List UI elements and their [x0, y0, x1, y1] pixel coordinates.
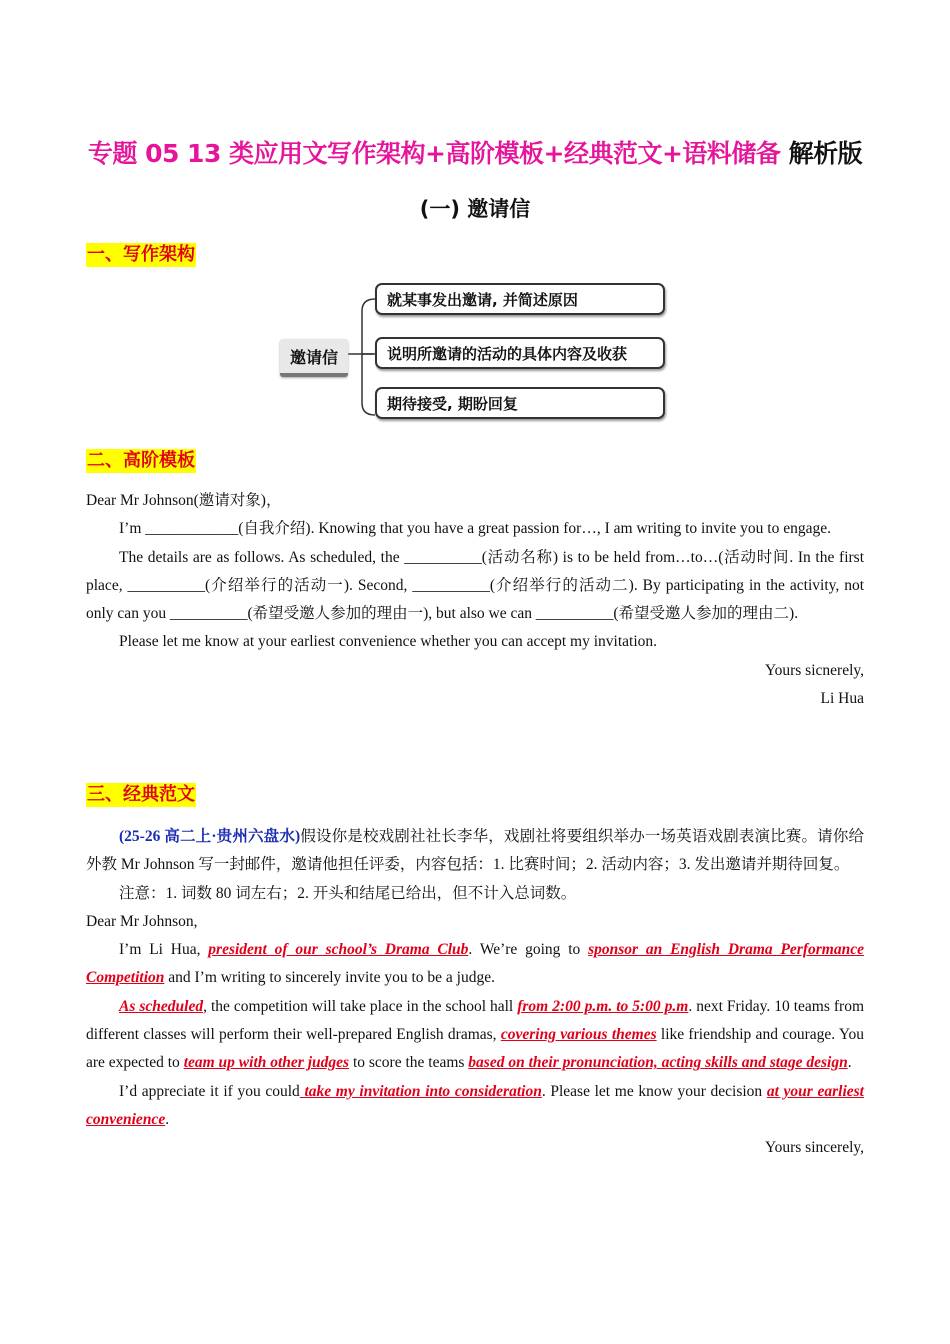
page-title-suffix: 解析版 — [788, 139, 863, 168]
example-prompt-text: 假设你是校戏剧社社长李华，戏剧社将要组织举办一场英语戏剧表演比赛。请你给外教 Mr Johnson 写一封邮件，邀请他担任评委，内容包括：1. 比赛时间；2. 活动内容；3. 发出邀请并期待回复。 — [86, 828, 864, 874]
template-closing: Yours sicnerely, — [764, 661, 864, 679]
highlight-phrase: sponsor an English Drama Performance Competition — [86, 941, 864, 987]
diagram-node-2: 说明所邀请的活动的具体内容及收获 — [375, 337, 665, 369]
text-run: . next Friday. 10 teams from different classes will perform their well-prepared English dramas, — [86, 997, 865, 1044]
text-run: I’d appreciate it if you could — [119, 1082, 300, 1100]
text-run: to score the teams — [349, 1054, 469, 1072]
heading-advanced-template: 二、高阶模板 — [87, 450, 195, 471]
highlight-phrase: As scheduled — [119, 997, 204, 1015]
highlight-phrase: based on their pronunciation, acting skills and stage design — [468, 1054, 848, 1072]
example-letter — [86, 823, 864, 1163]
highlight-phrase: from 2:00 p.m. to 5:00 p.m — [517, 997, 689, 1015]
text-run: . — [165, 1110, 170, 1128]
highlight-phrase: take my invitation into consideration — [299, 1082, 542, 1100]
heading-classic-example: 三、经典范文 — [87, 784, 195, 805]
text-run: . Please let me know your decision — [541, 1082, 767, 1100]
highlight-phrase: covering various themes — [500, 1026, 657, 1044]
template-paragraph-2: The details are as follows. As scheduled, the __________(活动名称) is to be held from…to…(活动时间. In the first place, __________(介绍举行的活动一). Second, __________(介绍举行的活动二). By participating in the activity, not only can you __________(希望受邀人参加的理由一), but also we can __________(希望受邀人参加的理由二). — [86, 548, 864, 623]
example-note: 注意：1. 词数 80 词左右；2. 开头和结尾已给出，但不计入总词数。 — [119, 884, 577, 902]
highlight-phrase: president of our school’s Drama Club — [208, 941, 469, 959]
diagram-node-3: 期待接受, 期盼回复 — [375, 387, 665, 419]
template-paragraph-3: Please let me know at your earliest convenience whether you can accept my invitation. — [119, 633, 657, 651]
example-closing: Yours sincerely, — [764, 1139, 864, 1157]
diagram-node-1: 就某事发出邀请, 并简述原因 — [375, 283, 665, 315]
template-greeting: Dear Mr Johnson(邀请对象)， — [86, 492, 282, 509]
page-title — [0, 134, 950, 170]
example-paragraph-2 — [86, 993, 864, 1078]
example-paragraph-3 — [86, 1078, 864, 1135]
template-paragraph-1: I’m ____________(自我介绍). Knowing that you have a great passion for…, I am writing to invite you to engage. — [119, 520, 832, 538]
section-subtitle: (一) 邀请信 — [419, 197, 531, 221]
text-run: . — [847, 1054, 852, 1072]
highlight-phrase: team up with other judges — [183, 1054, 350, 1072]
structure-diagram — [280, 281, 672, 423]
example-greeting: Dear Mr Johnson, — [86, 912, 198, 930]
text-run: . We’re going to — [468, 941, 589, 959]
page-title-main: 专题 05 13 类应用文写作架构+高阶模板+经典范文+语料储备 — [87, 139, 781, 168]
highlight-phrase: at your earliest convenience — [86, 1082, 864, 1128]
example-source: (25-26 高二上·贵州六盘水) — [119, 828, 301, 845]
text-run: and I’m writing to sincerely invite you to be a judge. — [164, 969, 495, 987]
template-letter — [86, 487, 864, 713]
heading-writing-structure: 一、写作架构 — [87, 244, 195, 265]
diagram-root-node: 邀请信 — [280, 339, 348, 377]
text-run: I’m Li Hua, — [119, 941, 209, 959]
text-run: like friendship and courage. You are expected to — [86, 1026, 864, 1072]
text-run: , the competition will take place in the school hall — [203, 997, 518, 1015]
template-signature: Li Hua — [820, 690, 864, 708]
example-paragraph-1 — [86, 936, 864, 993]
example-prompt — [86, 823, 864, 880]
